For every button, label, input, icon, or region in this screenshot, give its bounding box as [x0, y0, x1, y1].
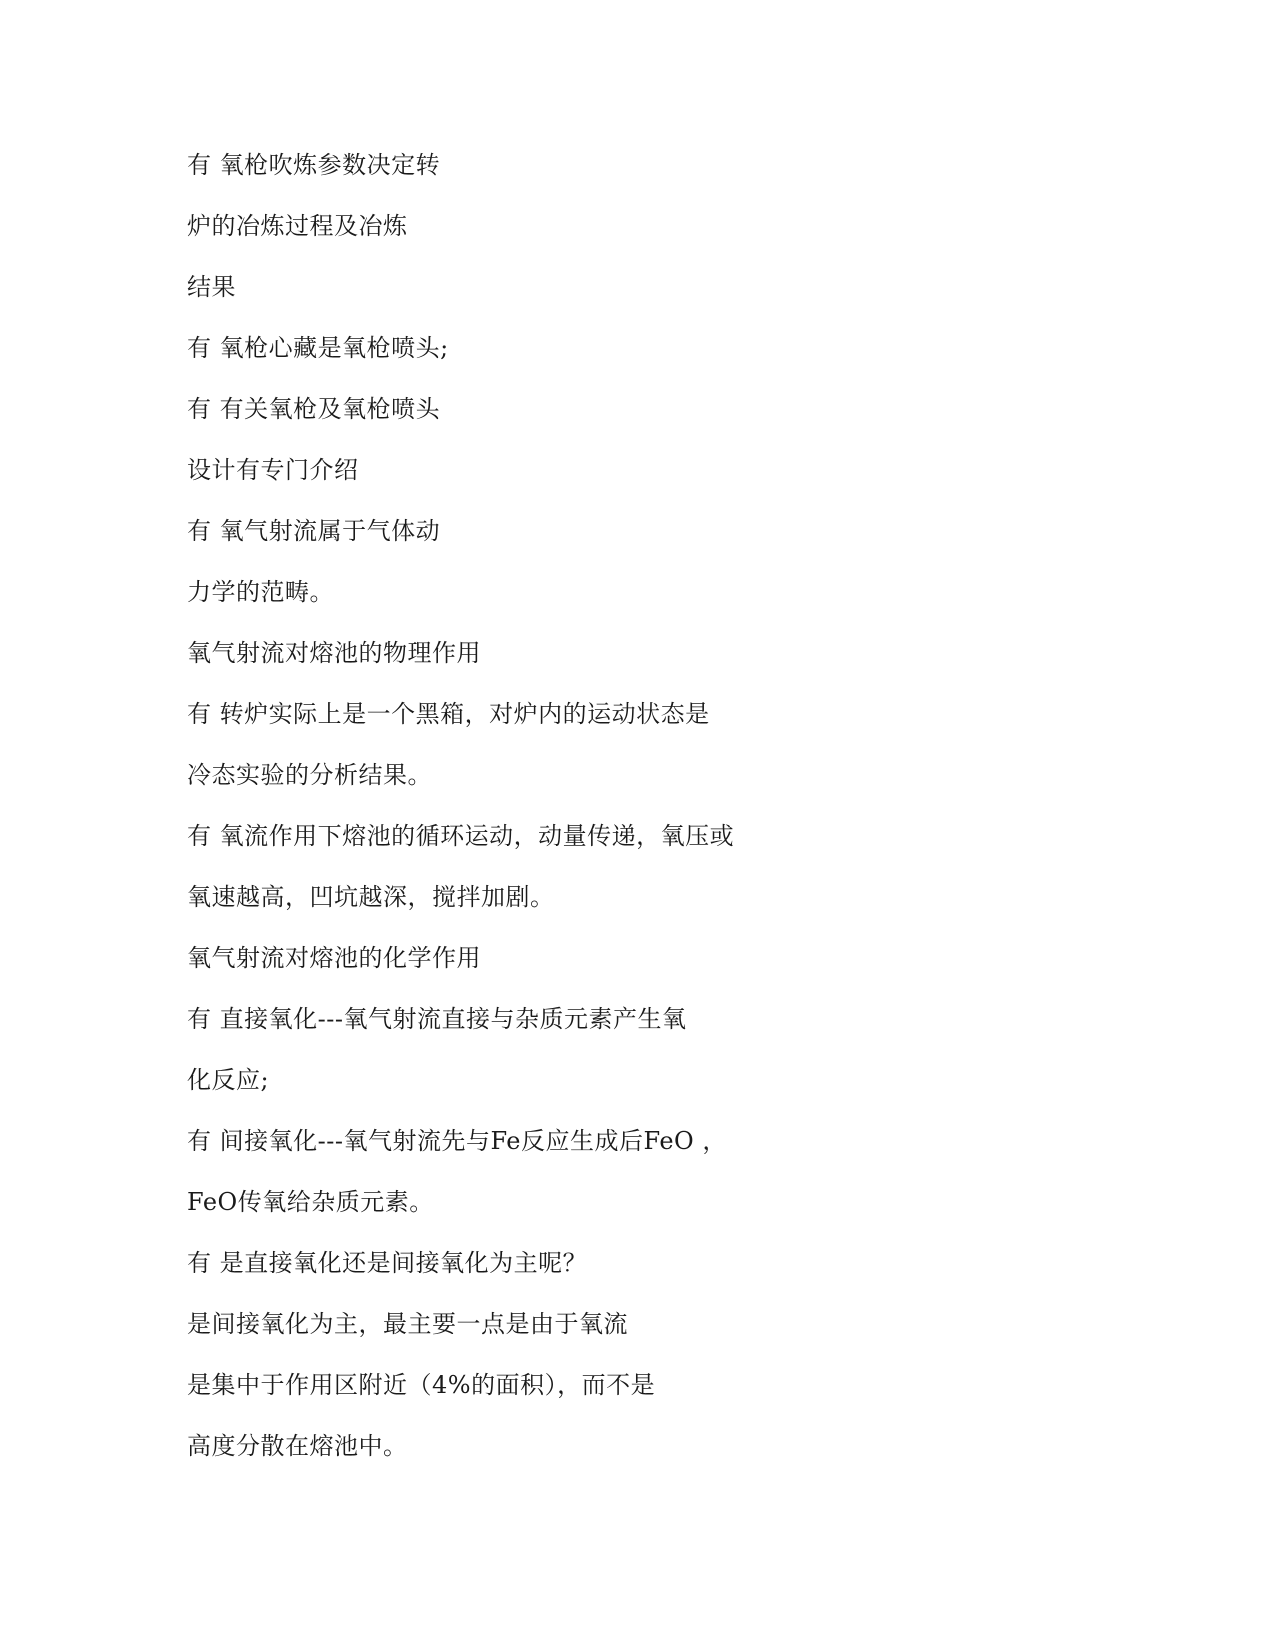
text-line: 有 氧流作用下熔池的循环运动，动量传递，氧压或: [187, 822, 735, 850]
section-heading: 氧气射流对熔池的化学作用: [187, 944, 481, 972]
text-line: 力学的范畴。: [187, 578, 334, 606]
text-line: 有 转炉实际上是一个黑箱，对炉内的运动状态是: [187, 700, 710, 728]
text-line: FeO传氧给杂质元素。: [187, 1188, 434, 1216]
text-line: 是集中于作用区附近（4%的面积），而不是: [187, 1371, 656, 1399]
text-line: 高度分散在熔池中。: [187, 1432, 408, 1460]
text-line: 化反应;: [187, 1066, 270, 1094]
section-heading: 氧气射流对熔池的物理作用: [187, 639, 481, 667]
text-line: 炉的冶炼过程及冶炼: [187, 212, 408, 240]
text-line: 有 氧气射流属于气体动: [187, 517, 441, 545]
text-line: 有 是直接氧化还是间接氧化为主呢？: [187, 1249, 588, 1277]
text-line: 有 氧枪吹炼参数决定转: [187, 151, 441, 179]
text-line: 有 有关氧枪及氧枪喷头: [187, 395, 441, 423]
text-line: 有 氧枪心藏是氧枪喷头;: [187, 334, 449, 362]
text-line: 结果: [187, 273, 236, 301]
text-line: 氧速越高，凹坑越深，搅拌加剧。: [187, 883, 555, 911]
text-line: 冷态实验的分析结果。: [187, 761, 432, 789]
text-line: 有 间接氧化---氧气射流先与Fe反应生成后FeO ，: [187, 1127, 727, 1155]
text-line: 是间接氧化为主，最主要一点是由于氧流: [187, 1310, 628, 1338]
text-line: 设计有专门介绍: [187, 456, 359, 484]
document-body: [187, 143, 1087, 1485]
text-line: 有 直接氧化---氧气射流直接与杂质元素产生氧: [187, 1005, 687, 1033]
